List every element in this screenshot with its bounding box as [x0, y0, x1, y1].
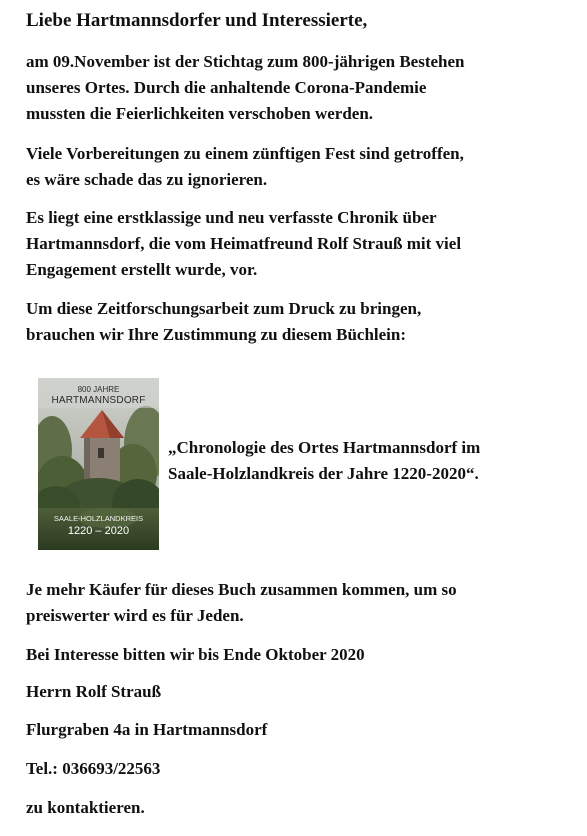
- contact-address: Flurgraben 4a in Hartmannsdorf: [26, 720, 268, 739]
- paragraph-5-line-1: Je mehr Käufer für dieses Buch zusammen kommen, um so: [26, 580, 457, 599]
- paragraph-3-line-2: Hartmannsdorf, die vom Heimatfreund Rolf Strauß mit viel: [26, 234, 462, 253]
- paragraph-4-line-1: Um diese Zeitforschungsarbeit zum Druck zu bringen,: [26, 299, 422, 318]
- cover-year-range: 1220 – 2020: [67, 525, 130, 537]
- book-title-line-1: „Chronologie des Ortes Hartmannsdorf im: [168, 438, 481, 457]
- paragraph-1-line-2: unseres Ortes. Durch die anhaltende Corona-Pandemie: [26, 78, 427, 97]
- paragraph-3-line-1: Es liegt eine erstklassige und neu verfasste Chronik über: [26, 208, 437, 227]
- cover-region: SAALE-HOLZLANDKREIS: [53, 514, 144, 523]
- paragraph-5-line-2: preiswerter wird es für Jeden.: [26, 606, 244, 625]
- closing-line: zu kontaktieren.: [26, 798, 145, 817]
- paragraph-4-line-2: brauchen wir Ihre Zustimmung zu diesem Büchlein:: [26, 325, 407, 344]
- paragraph-2-line-1: Viele Vorbereitungen zu einem zünftigen Fest sind getroffen,: [26, 144, 464, 163]
- cover-years-label: 800 JAHRE: [77, 385, 120, 394]
- paragraph-1-line-1: am 09.November ist der Stichtag zum 800-jährigen Bestehen: [26, 52, 465, 71]
- paragraph-2-line-2: es wäre schade das zu ignorieren.: [26, 170, 268, 189]
- book-cover-image: [38, 378, 159, 550]
- paragraph-6: Bei Interesse bitten wir bis Ende Oktober 2020: [26, 645, 365, 664]
- book-title-line-2: Saale-Holzlandkreis der Jahre 1220-2020“.: [168, 464, 479, 483]
- cover-title: HARTMANNSDORF: [51, 395, 146, 406]
- paragraph-3-line-3: Engagement erstellt wurde, vor.: [26, 260, 258, 279]
- paragraph-1-line-3: mussten die Feierlichkeiten verschoben werden.: [26, 104, 374, 123]
- contact-name: Herrn Rolf Strauß: [26, 682, 162, 701]
- contact-phone: Tel.: 036693/22563: [26, 759, 161, 778]
- greeting: Liebe Hartmannsdorfer und Interessierte,: [26, 10, 368, 31]
